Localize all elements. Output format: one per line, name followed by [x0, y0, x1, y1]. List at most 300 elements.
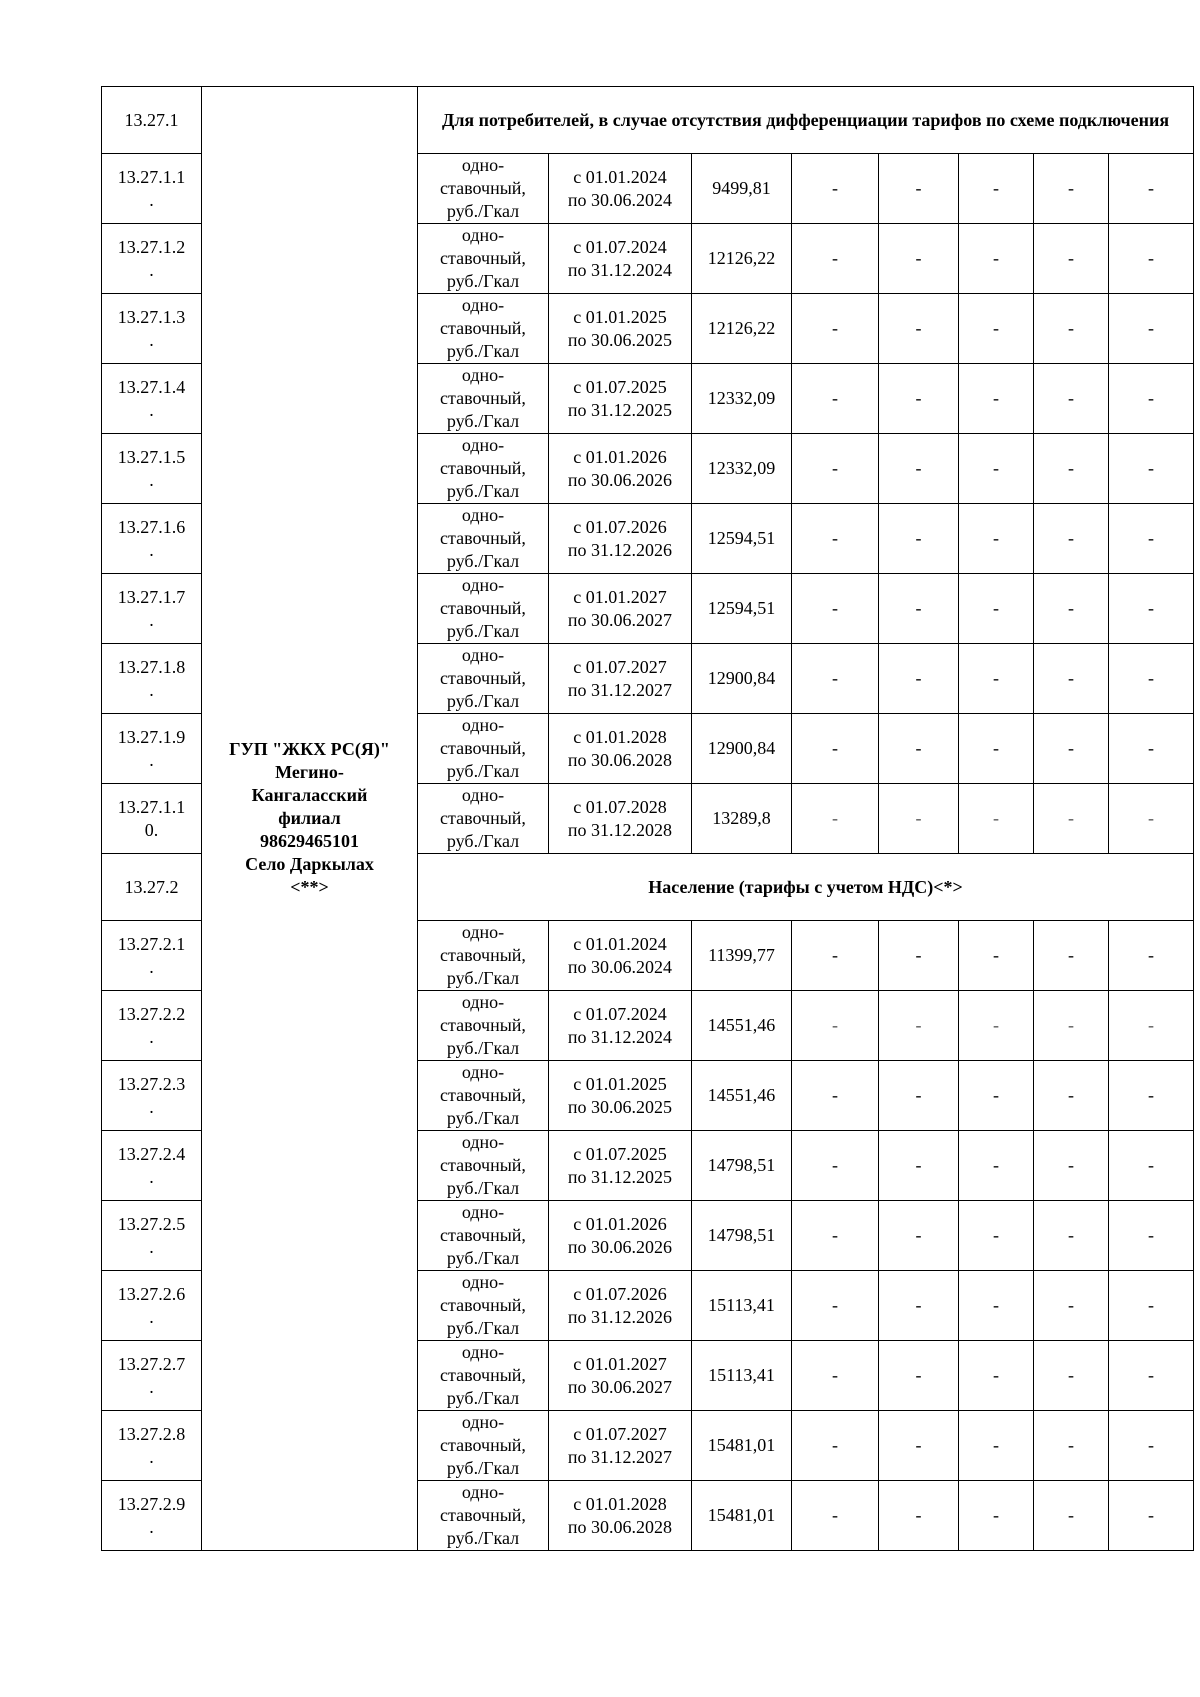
text-line: по 30.06.2027	[567, 609, 673, 630]
tariff-value: 12594,51	[692, 574, 792, 644]
validity-period	[549, 504, 692, 574]
empty-value: -	[1109, 1201, 1194, 1271]
text-line: одно-	[461, 1342, 505, 1362]
validity-period	[549, 1271, 692, 1341]
row-code	[102, 434, 202, 504]
empty-value: -	[1034, 784, 1109, 854]
empty-value: -	[959, 1411, 1034, 1481]
text-line: одно-	[461, 365, 505, 385]
row-code	[102, 1061, 202, 1131]
text-line: одно-	[461, 1202, 505, 1222]
empty-value: -	[1034, 434, 1109, 504]
text-line: Село Даркылах	[245, 854, 374, 874]
row-code	[102, 1271, 202, 1341]
empty-value: -	[1034, 574, 1109, 644]
rate-type	[418, 1481, 549, 1551]
empty-value: -	[792, 1061, 879, 1131]
validity-period	[549, 1341, 692, 1411]
text-line: ставочный,	[440, 388, 526, 408]
text-line: .	[149, 1376, 154, 1397]
text-line: .	[149, 539, 154, 560]
row-code	[102, 364, 202, 434]
empty-value: -	[879, 364, 959, 434]
group-code: 13.27.2	[102, 854, 202, 921]
text-line: одно-	[461, 645, 505, 665]
row-code	[102, 921, 202, 991]
text-line: с 01.07.2026	[573, 516, 667, 537]
empty-value: -	[959, 224, 1034, 294]
empty-value: -	[1034, 224, 1109, 294]
tariff-value: 14798,51	[692, 1201, 792, 1271]
empty-value: -	[792, 1411, 879, 1481]
empty-value: -	[1034, 1341, 1109, 1411]
text-line: .	[149, 609, 154, 630]
tariff-value: 15481,01	[692, 1411, 792, 1481]
row-code	[102, 784, 202, 854]
text-line: по 30.06.2026	[567, 1236, 673, 1257]
validity-period	[549, 434, 692, 504]
text-line: по 31.12.2024	[567, 259, 673, 280]
rate-type	[418, 1411, 549, 1481]
empty-value: -	[1034, 921, 1109, 991]
validity-period	[549, 364, 692, 434]
text-line: 13.27.1.2	[117, 236, 186, 257]
empty-value: -	[1109, 714, 1194, 784]
empty-value: -	[792, 921, 879, 991]
row-code	[102, 714, 202, 784]
row-code	[102, 1481, 202, 1551]
tariff-value: 15113,41	[692, 1271, 792, 1341]
rate-type	[418, 1341, 549, 1411]
text-line: с 01.01.2024	[573, 166, 667, 187]
rate-type	[418, 1061, 549, 1131]
text-line: руб./Гкал	[446, 201, 520, 221]
text-line: по 30.06.2024	[567, 189, 673, 210]
text-line: 13.27.1.7	[117, 586, 186, 607]
text-line: руб./Гкал	[446, 481, 520, 501]
text-line: с 01.01.2027	[573, 1353, 667, 1374]
organization-cell	[202, 87, 418, 1551]
empty-value: -	[792, 574, 879, 644]
empty-value: -	[1109, 224, 1194, 294]
empty-value: -	[879, 224, 959, 294]
empty-value: -	[959, 784, 1034, 854]
text-line: по 31.12.2027	[567, 679, 673, 700]
text-line: ставочный,	[440, 1505, 526, 1525]
text-line: руб./Гкал	[446, 411, 520, 431]
text-line: с 01.07.2028	[573, 796, 667, 817]
text-line: 13.27.2.2	[117, 1003, 186, 1024]
empty-value: -	[959, 434, 1034, 504]
text-line: руб./Гкал	[446, 691, 520, 711]
tariff-value: 14798,51	[692, 1131, 792, 1201]
text-line: руб./Гкал	[446, 1038, 520, 1058]
empty-value: -	[1109, 1061, 1194, 1131]
text-line: одно-	[461, 435, 505, 455]
empty-value: -	[879, 154, 959, 224]
text-line: .	[149, 1166, 154, 1187]
empty-value: -	[792, 1271, 879, 1341]
text-line: руб./Гкал	[446, 551, 520, 571]
empty-value: -	[959, 1201, 1034, 1271]
rate-type	[418, 154, 549, 224]
empty-value: -	[879, 644, 959, 714]
empty-value: -	[792, 1131, 879, 1201]
text-line: ставочный,	[440, 528, 526, 548]
empty-value: -	[1109, 784, 1194, 854]
text-line: 13.27.1.1	[117, 796, 186, 817]
empty-value: -	[1109, 1411, 1194, 1481]
text-line: одно-	[461, 155, 505, 175]
text-line: по 30.06.2027	[567, 1376, 673, 1397]
empty-value: -	[1034, 1411, 1109, 1481]
text-line: 13.27.2.1	[117, 933, 186, 954]
empty-value: -	[792, 364, 879, 434]
text-line: ставочный,	[440, 248, 526, 268]
row-code	[102, 224, 202, 294]
empty-value: -	[792, 784, 879, 854]
empty-value: -	[1109, 1341, 1194, 1411]
validity-period	[549, 1131, 692, 1201]
empty-value: -	[792, 1201, 879, 1271]
text-line: по 31.12.2025	[567, 1166, 673, 1187]
tariff-value: 14551,46	[692, 1061, 792, 1131]
empty-value: -	[959, 574, 1034, 644]
empty-value: -	[1109, 364, 1194, 434]
text-line: одно-	[461, 225, 505, 245]
text-line: руб./Гкал	[446, 831, 520, 851]
empty-value: -	[792, 644, 879, 714]
tariff-value: 15481,01	[692, 1481, 792, 1551]
text-line: ставочный,	[440, 458, 526, 478]
text-line: .	[149, 1306, 154, 1327]
row-code	[102, 154, 202, 224]
text-line: ставочный,	[440, 668, 526, 688]
row-code	[102, 1201, 202, 1271]
rate-type	[418, 1271, 549, 1341]
row-code	[102, 504, 202, 574]
empty-value: -	[879, 294, 959, 364]
text-line: .	[149, 259, 154, 280]
text-line: .	[149, 1026, 154, 1047]
text-line: с 01.01.2026	[573, 1213, 667, 1234]
empty-value: -	[1109, 504, 1194, 574]
empty-value: -	[792, 991, 879, 1061]
empty-value: -	[1034, 714, 1109, 784]
text-line: ставочный,	[440, 1085, 526, 1105]
validity-period	[549, 921, 692, 991]
rate-type	[418, 714, 549, 784]
rate-type	[418, 1131, 549, 1201]
text-line: руб./Гкал	[446, 1318, 520, 1338]
text-line: 13.27.2.5	[117, 1213, 186, 1234]
text-line: одно-	[461, 715, 505, 735]
text-line: по 30.06.2024	[567, 956, 673, 977]
text-line: одно-	[461, 992, 505, 1012]
tariff-value: 12900,84	[692, 644, 792, 714]
empty-value: -	[792, 294, 879, 364]
text-line: с 01.01.2027	[573, 586, 667, 607]
empty-value: -	[879, 1271, 959, 1341]
tariff-value: 9499,81	[692, 154, 792, 224]
text-line: .	[149, 956, 154, 977]
text-line: по 31.12.2028	[567, 819, 673, 840]
text-line: одно-	[461, 1272, 505, 1292]
text-line: с 01.07.2024	[573, 236, 667, 257]
text-line: руб./Гкал	[446, 271, 520, 291]
empty-value: -	[1034, 1481, 1109, 1551]
text-line: ставочный,	[440, 1015, 526, 1035]
empty-value: -	[792, 1481, 879, 1551]
empty-value: -	[1109, 921, 1194, 991]
empty-value: -	[792, 714, 879, 784]
empty-value: -	[1109, 1131, 1194, 1201]
text-line: Кангаласский	[251, 785, 368, 805]
empty-value: -	[959, 1341, 1034, 1411]
text-line: по 31.12.2026	[567, 539, 673, 560]
text-line: 13.27.2.7	[117, 1353, 186, 1374]
empty-value: -	[1109, 991, 1194, 1061]
empty-value: -	[1109, 154, 1194, 224]
validity-period	[549, 714, 692, 784]
text-line: 13.27.2.9	[117, 1493, 186, 1514]
text-line: с 01.01.2025	[573, 1073, 667, 1094]
empty-value: -	[879, 991, 959, 1061]
empty-value: -	[959, 154, 1034, 224]
empty-value: -	[1034, 1201, 1109, 1271]
empty-value: -	[959, 294, 1034, 364]
text-line: ставочный,	[440, 945, 526, 965]
text-line: с 01.07.2027	[573, 1423, 667, 1444]
validity-period	[549, 154, 692, 224]
empty-value: -	[959, 1131, 1034, 1201]
rate-type	[418, 504, 549, 574]
text-line: <**>	[290, 877, 329, 897]
text-line: с 01.07.2024	[573, 1003, 667, 1024]
empty-value: -	[959, 1481, 1034, 1551]
rate-type	[418, 434, 549, 504]
empty-value: -	[1109, 294, 1194, 364]
text-line: с 01.07.2027	[573, 656, 667, 677]
text-line: с 01.01.2025	[573, 306, 667, 327]
rate-type	[418, 224, 549, 294]
empty-value: -	[1034, 154, 1109, 224]
tariff-value: 11399,77	[692, 921, 792, 991]
empty-value: -	[959, 364, 1034, 434]
row-code	[102, 644, 202, 714]
group-title: Население (тарифы с учетом НДС)<*>	[418, 854, 1194, 921]
empty-value: -	[959, 1271, 1034, 1341]
text-line: одно-	[461, 922, 505, 942]
empty-value: -	[1034, 1061, 1109, 1131]
empty-value: -	[879, 434, 959, 504]
rate-type	[418, 784, 549, 854]
text-line: одно-	[461, 295, 505, 315]
text-line: по 31.12.2024	[567, 1026, 673, 1047]
tariff-value: 14551,46	[692, 991, 792, 1061]
tariff-value: 12900,84	[692, 714, 792, 784]
empty-value: -	[879, 1341, 959, 1411]
text-line: ставочный,	[440, 1155, 526, 1175]
text-line: 13.27.1.6	[117, 516, 186, 537]
text-line: 13.27.2.4	[117, 1143, 186, 1164]
empty-value: -	[959, 504, 1034, 574]
row-code	[102, 991, 202, 1061]
text-line: с 01.01.2024	[573, 933, 667, 954]
tariff-value: 15113,41	[692, 1341, 792, 1411]
table-body	[102, 87, 1194, 1551]
empty-value: -	[879, 1061, 959, 1131]
text-line: ставочный,	[440, 1295, 526, 1315]
empty-value: -	[879, 784, 959, 854]
text-line: ставочный,	[440, 1435, 526, 1455]
empty-value: -	[879, 1411, 959, 1481]
rate-type	[418, 644, 549, 714]
empty-value: -	[1109, 574, 1194, 644]
tariff-value: 12332,09	[692, 434, 792, 504]
text-line: .	[149, 1096, 154, 1117]
validity-period	[549, 1481, 692, 1551]
empty-value: -	[1034, 1131, 1109, 1201]
empty-value: -	[959, 921, 1034, 991]
text-line: 13.27.1.9	[117, 726, 186, 747]
empty-value: -	[879, 1481, 959, 1551]
validity-period	[549, 1061, 692, 1131]
tariff-value: 12332,09	[692, 364, 792, 434]
tariff-value: 13289,8	[692, 784, 792, 854]
text-line: 13.27.1.5	[117, 446, 186, 467]
empty-value: -	[1034, 294, 1109, 364]
empty-value: -	[792, 154, 879, 224]
text-line: ГУП "ЖКХ РС(Я)"	[229, 739, 390, 759]
text-line: ставочный,	[440, 178, 526, 198]
text-line: 98629465101	[260, 831, 359, 851]
text-line: ставочный,	[440, 738, 526, 758]
empty-value: -	[959, 714, 1034, 784]
text-line: с 01.07.2026	[573, 1283, 667, 1304]
text-line: руб./Гкал	[446, 1178, 520, 1198]
empty-value: -	[879, 504, 959, 574]
empty-value: -	[1034, 364, 1109, 434]
text-line: одно-	[461, 1132, 505, 1152]
text-line: по 31.12.2026	[567, 1306, 673, 1327]
text-line: ставочный,	[440, 808, 526, 828]
validity-period	[549, 1201, 692, 1271]
text-line: руб./Гкал	[446, 1458, 520, 1478]
empty-value: -	[1034, 644, 1109, 714]
text-line: 13.27.1.8	[117, 656, 186, 677]
text-line: 13.27.2.8	[117, 1423, 186, 1444]
text-line: .	[149, 1236, 154, 1257]
text-line: ставочный,	[440, 598, 526, 618]
text-line: 13.27.1.3	[117, 306, 186, 327]
text-line: с 01.07.2025	[573, 1143, 667, 1164]
validity-period	[549, 991, 692, 1061]
text-line: руб./Гкал	[446, 1248, 520, 1268]
text-line: ставочный,	[440, 1365, 526, 1385]
tariff-value: 12126,22	[692, 294, 792, 364]
text-line: руб./Гкал	[446, 621, 520, 641]
validity-period	[549, 784, 692, 854]
text-line: 0.	[144, 819, 159, 840]
text-line: ставочный,	[440, 1225, 526, 1245]
text-line: с 01.07.2025	[573, 376, 667, 397]
text-line: по 30.06.2028	[567, 1516, 673, 1537]
text-line: .	[149, 679, 154, 700]
text-line: ставочный,	[440, 318, 526, 338]
text-line: руб./Гкал	[446, 1388, 520, 1408]
empty-value: -	[1109, 1271, 1194, 1341]
rate-type	[418, 991, 549, 1061]
text-line: по 31.12.2027	[567, 1446, 673, 1467]
row-code	[102, 1341, 202, 1411]
text-line: по 30.06.2025	[567, 329, 673, 350]
text-line: .	[149, 399, 154, 420]
text-line: руб./Гкал	[446, 761, 520, 781]
text-line: .	[149, 329, 154, 350]
row-code	[102, 574, 202, 644]
text-line: руб./Гкал	[446, 341, 520, 361]
validity-period	[549, 644, 692, 714]
text-line: руб./Гкал	[446, 1528, 520, 1548]
tariff-value: 12126,22	[692, 224, 792, 294]
empty-value: -	[879, 921, 959, 991]
empty-value: -	[1109, 434, 1194, 504]
rate-type	[418, 1201, 549, 1271]
text-line: Мегино-	[275, 762, 344, 782]
text-line: с 01.01.2028	[573, 726, 667, 747]
empty-value: -	[792, 224, 879, 294]
text-line: руб./Гкал	[446, 1108, 520, 1128]
group-title: Для потребителей, в случае отсутствия дифференциации тарифов по схеме подключения	[418, 87, 1194, 154]
text-line: одно-	[461, 1482, 505, 1502]
text-line: по 31.12.2025	[567, 399, 673, 420]
row-code	[102, 1131, 202, 1201]
empty-value: -	[1109, 1481, 1194, 1551]
empty-value: -	[879, 714, 959, 784]
rate-type	[418, 574, 549, 644]
empty-value: -	[879, 1131, 959, 1201]
empty-value: -	[792, 434, 879, 504]
text-line: одно-	[461, 785, 505, 805]
empty-value: -	[959, 991, 1034, 1061]
text-line: с 01.01.2028	[573, 1493, 667, 1514]
empty-value: -	[1034, 1271, 1109, 1341]
text-line: 13.27.1.1	[117, 166, 186, 187]
text-line: по 30.06.2026	[567, 469, 673, 490]
empty-value: -	[959, 1061, 1034, 1131]
validity-period	[549, 574, 692, 644]
rate-type	[418, 294, 549, 364]
text-line: .	[149, 189, 154, 210]
text-line: 13.27.2.3	[117, 1073, 186, 1094]
text-line: по 30.06.2028	[567, 749, 673, 770]
rate-type	[418, 364, 549, 434]
empty-value: -	[792, 504, 879, 574]
text-line: филиал	[278, 808, 341, 828]
text-line: .	[149, 469, 154, 490]
text-line: одно-	[461, 1412, 505, 1432]
group-header-row	[102, 87, 1194, 154]
tariff-value: 12594,51	[692, 504, 792, 574]
text-line: одно-	[461, 505, 505, 525]
text-line: .	[149, 1516, 154, 1537]
empty-value: -	[1034, 991, 1109, 1061]
text-line: с 01.01.2026	[573, 446, 667, 467]
text-line: 13.27.1.4	[117, 376, 186, 397]
text-line: .	[149, 1446, 154, 1467]
empty-value: -	[1109, 644, 1194, 714]
